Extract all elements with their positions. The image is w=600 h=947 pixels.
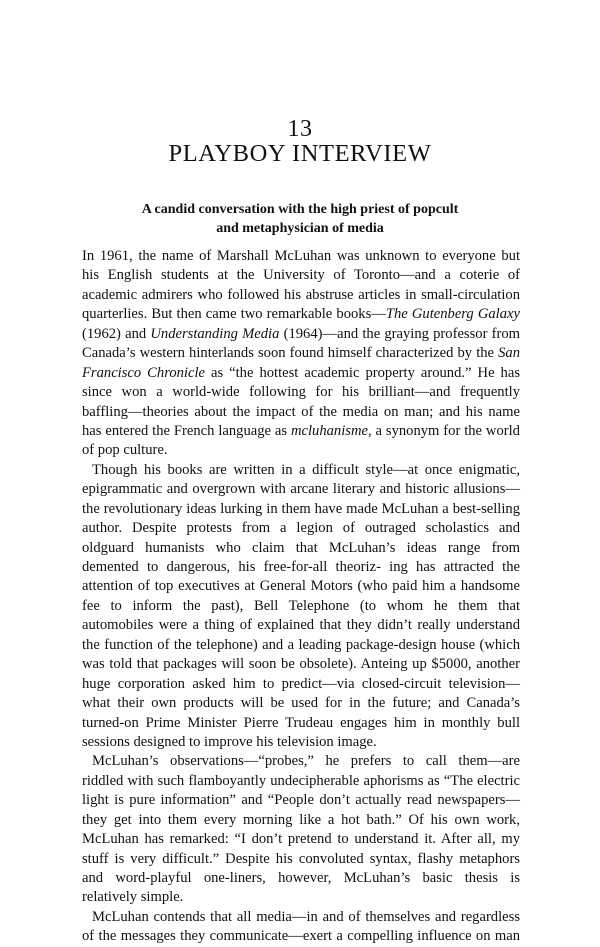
text-run: Though his books are written in a difficult style—at once enigmatic, bbox=[92, 461, 520, 478]
text-run: author. Despite protests from a legion of outraged scholastics and bbox=[82, 520, 520, 537]
text-line bbox=[82, 577, 520, 596]
text-line bbox=[82, 636, 520, 655]
text-line bbox=[82, 500, 520, 519]
text-line bbox=[82, 714, 520, 733]
text-run: fee to inform the past), Bell Telephone (to whom he them that bbox=[82, 597, 520, 614]
text-run: In 1961, the name of Marshall McLuhan was unknown to everyone but bbox=[82, 248, 520, 264]
text-line bbox=[82, 364, 520, 383]
text-line bbox=[82, 908, 520, 927]
text-run: what their own products will be used for in the future; and Canada’s bbox=[82, 695, 520, 712]
text-run: huge corporation asked him to predict—via closed-circuit television— bbox=[82, 675, 520, 692]
text-run: quarterlies. But then came two remarkable books— bbox=[82, 306, 386, 323]
text-run: automobiles were a thing of explained that they didn’t really understand bbox=[82, 617, 520, 634]
text-line bbox=[82, 344, 520, 363]
text-line bbox=[82, 305, 520, 324]
text-line bbox=[82, 422, 520, 441]
text-run: relatively simple. bbox=[82, 889, 184, 906]
text-line bbox=[82, 616, 520, 635]
text-line bbox=[82, 830, 520, 849]
text-line bbox=[82, 519, 520, 538]
text-run: sessions designed to improve his television image. bbox=[82, 733, 377, 750]
italic-title: Francisco Chronicle bbox=[82, 364, 205, 381]
text-line bbox=[82, 383, 520, 402]
paragraph bbox=[82, 247, 520, 461]
text-run: Canada’s western hinterlands soon found himself characterized by the bbox=[82, 345, 499, 362]
text-line bbox=[82, 733, 520, 752]
text-run: since won a world-wide following for his brilliant—and frequently bbox=[82, 384, 520, 401]
text-run: the revolutionary ideas lurking in them have made McLuhan a best-selling bbox=[82, 500, 520, 517]
text-line bbox=[82, 927, 520, 946]
text-line bbox=[82, 286, 520, 305]
subtitle-line-1: A candid conversation with the high priest of popcult bbox=[141, 202, 459, 217]
text-run: McLuhan contends that all media—in and of themselves and regardless bbox=[92, 908, 520, 925]
text-run: epigrammatic and overgrown with arcane literary and historic allusions— bbox=[82, 481, 520, 498]
text-run: stuff is very difficult.” Despite his convoluted syntax, flashy metaphors bbox=[82, 850, 520, 867]
text-run: as “the hottest academic property around.” He has bbox=[205, 364, 520, 381]
text-run: riddled with such flamboyantly undecipherable aphorisms as “The electric bbox=[82, 772, 520, 789]
text-line bbox=[82, 850, 520, 869]
body-text bbox=[82, 247, 520, 947]
text-run: academic admirers who followed his abstruse articles in small-circulation bbox=[82, 286, 520, 303]
paragraph bbox=[82, 752, 520, 908]
text-run: of the messages they communicate—exert a compelling influence on man bbox=[82, 928, 520, 945]
text-run: McLuhan’s observations—“probes,” he prefers to call them—are bbox=[92, 753, 520, 770]
text-run: , a synonym for the world bbox=[367, 422, 520, 439]
text-run: light is pure information” and “People don’t actually read newspapers— bbox=[82, 792, 520, 809]
chapter-title: PLAYBOY INTERVIEW bbox=[168, 140, 432, 167]
text-run: turned-on Prime Minister Pierre Trudeau engages him in monthly bull bbox=[82, 714, 520, 731]
text-line bbox=[82, 461, 520, 480]
text-line bbox=[82, 403, 520, 422]
text-run: demented to dangerous, his free-for-all theoriz- ing has attracted the bbox=[82, 559, 520, 575]
text-line bbox=[82, 558, 520, 577]
text-run: of pop culture. bbox=[82, 442, 168, 459]
italic-title: The Gutenberg Galaxy bbox=[385, 306, 520, 323]
text-line bbox=[82, 441, 520, 460]
text-run: baffling—theories about the impact of the media on man; and his name bbox=[82, 403, 520, 420]
text-line bbox=[82, 539, 520, 558]
text-run: and word-playful one-liners, however, McLuhan’s basic thesis is bbox=[82, 870, 520, 886]
text-line bbox=[82, 266, 520, 285]
text-line bbox=[82, 480, 520, 499]
text-line bbox=[82, 675, 520, 694]
text-line bbox=[82, 597, 520, 616]
text-line bbox=[82, 325, 520, 344]
text-line bbox=[82, 772, 520, 791]
text-run: oldguard humanists who claim that McLuhan’s ideas range from bbox=[82, 539, 520, 556]
text-run: his English students at the University of Toronto—and a coterie of bbox=[82, 267, 520, 284]
text-run: the function of the telephone) and a leading package-design house (which bbox=[82, 636, 520, 653]
paragraph bbox=[82, 908, 520, 947]
text-run: (1964)—and the graying professor from bbox=[279, 325, 520, 342]
text-run: McLuhan has remarked: “I don’t pretend to understand it. After all, my bbox=[82, 831, 520, 848]
text-line bbox=[82, 694, 520, 713]
chapter-number: 13 bbox=[287, 116, 313, 142]
text-line bbox=[82, 811, 520, 830]
text-run: they get into them every morning like a hot bath.” Of his own work, bbox=[82, 811, 520, 828]
text-line bbox=[82, 888, 520, 907]
text-run: has entered the French language as bbox=[82, 422, 291, 439]
italic-title: Understanding Media bbox=[150, 325, 280, 342]
italic-title: mcluhanisme bbox=[290, 422, 368, 439]
italic-title: San bbox=[498, 345, 520, 362]
text-run: attention of top executives at General Motors (who paid him a handsome bbox=[82, 578, 520, 595]
text-line bbox=[82, 655, 520, 674]
text-line bbox=[82, 752, 520, 771]
subtitle-line-2: and metaphysician of media bbox=[216, 220, 384, 236]
text-run: was told that packages will soon be obsolete). Anteing up $5000, another bbox=[82, 656, 520, 673]
paragraph bbox=[82, 461, 520, 753]
text-line bbox=[82, 791, 520, 810]
text-line bbox=[82, 247, 520, 266]
text-run: (1962) and bbox=[82, 325, 151, 342]
chapter-subtitle bbox=[0, 201, 600, 238]
text-line bbox=[82, 869, 520, 888]
